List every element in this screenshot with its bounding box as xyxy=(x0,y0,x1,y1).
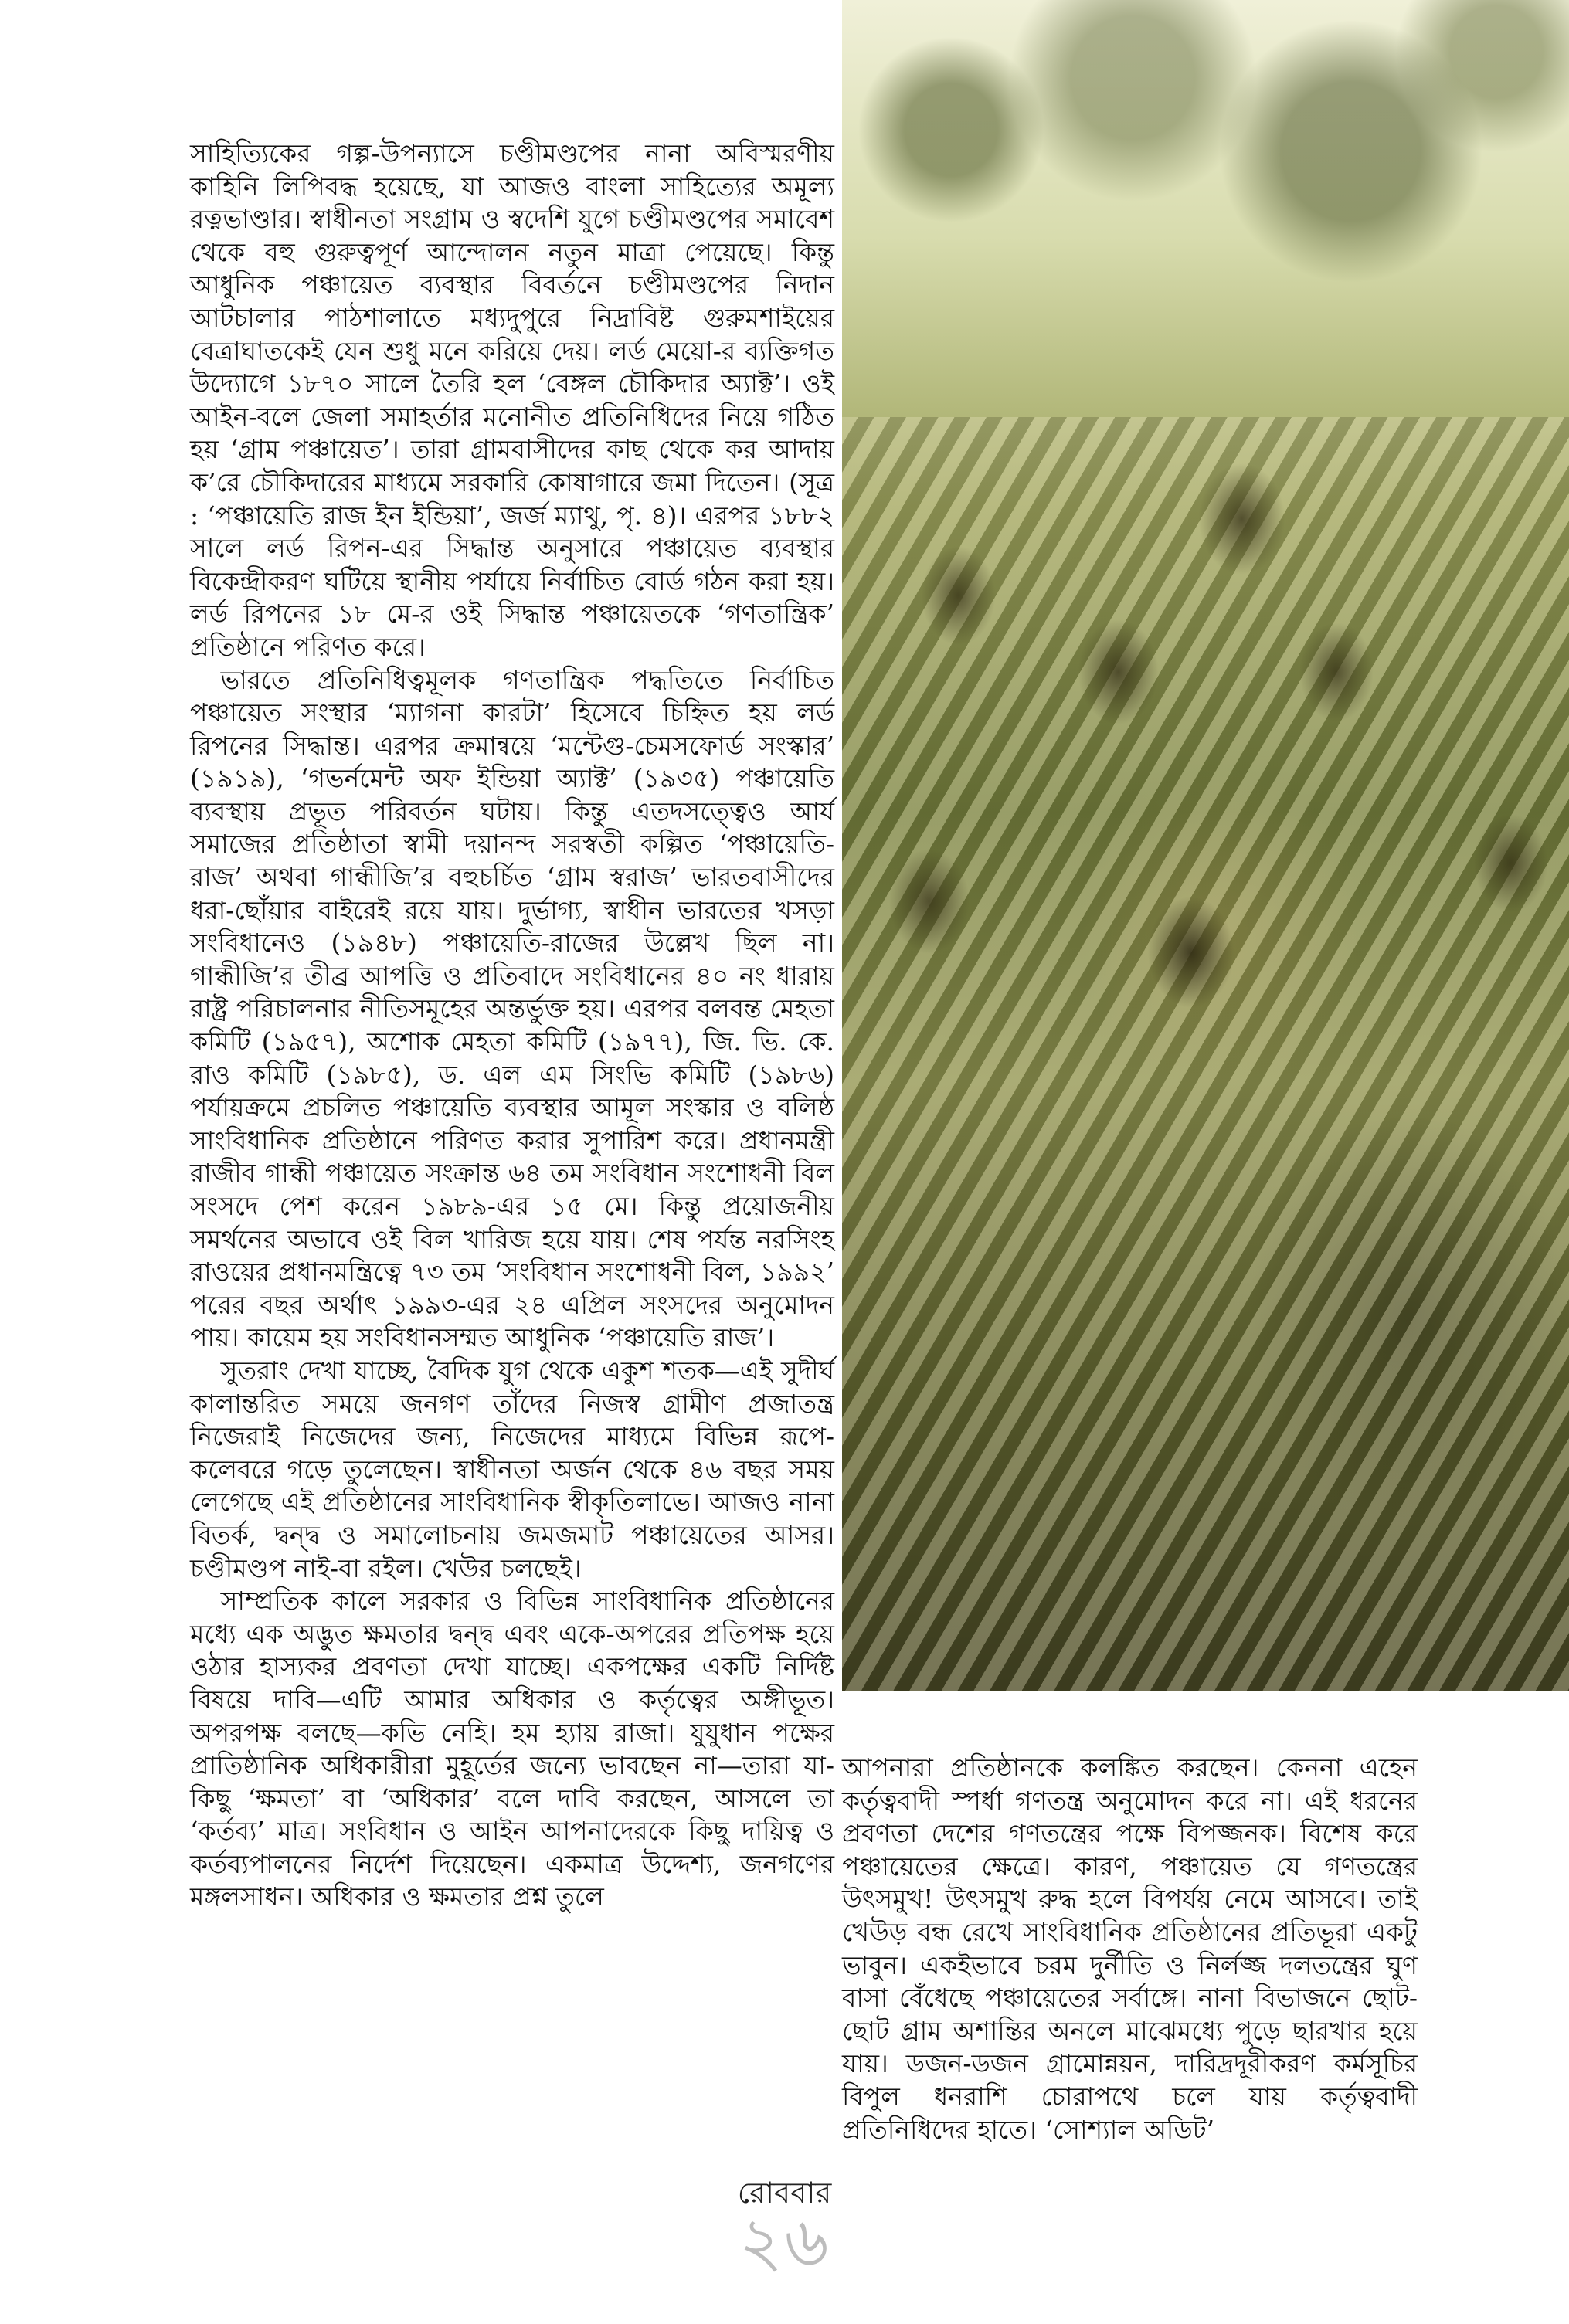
article-paragraph: সাহিত্যিকের গল্প-উপন্যাসে চণ্ডীমণ্ডপের নানা অবিস্মরণীয় কাহিনি লিপিবদ্ধ হয়েছে, যা আজও বাংলা সাহিত্যের অমূল্য রত্নভাণ্ডার। স্বাধীনতা সংগ্রাম ও স্বদেশি যুগে চণ্ডীমণ্ডপের সমাবেশ থেকে বহু গুরুত্বপূর্ণ আন্দোলন নতুন মাত্রা পেয়েছে। কিন্তু আধুনিক পঞ্চায়েত ব্যবস্থার বিবর্তনে চণ্ডীমণ্ডপের নিদান আটচালার পাঠশালাতে মধ্যদুপুরে নিদ্রাবিষ্ট গুরুমশাইয়ের বেত্রাঘাতকেই যেন শুধু মনে করিয়ে দেয়। লর্ড মেয়ো-র ব্যক্তিগত উদ্যোগে ১৮৭০ সালে তৈরি হল ‘বেঙ্গল চৌকিদার অ্যাক্ট’। ওই আইন-বলে জেলা সমাহর্তার মনোনীত প্রতিনিধিদের নিয়ে গঠিত হয় ‘গ্রাম পঞ্চায়েত’। তারা গ্রামবাসীদের কাছ থেকে কর আদায় ক’রে চৌকিদারের মাধ্যমে সরকারি কোষাগারে জমা দিতেন। (সূত্র : ‘পঞ্চায়েতি রাজ ইন ইন্ডিয়া’, জর্জ ম্যাথু, পৃ. ৪)। এরপর ১৮৮২ সালে লর্ড রিপন-এর সিদ্ধান্ত অনুসারে পঞ্চায়েত ব্যবস্থার বিকেন্দ্রীকরণ ঘটিয়ে স্থানীয় পর্যায়ে নির্বাচিত বোর্ড গঠন করা হয়। লর্ড রিপনের ১৮ মে-র ওই সিদ্ধান্ত পঞ্চায়েতকে ‘গণতান্ত্রিক’ প্রতিষ্ঠানে পরিণত করে। xyxy=(190,138,834,662)
page-number: ২৬ xyxy=(739,2202,830,2282)
article-paragraph: সাম্প্রতিক কালে সরকার ও বিভিন্ন সাংবিধানিক প্রতিষ্ঠানের মধ্যে এক অদ্ভুত ক্ষমতার দ্বন্দ্ব এবং একে-অপরের প্রতিপক্ষ হয়ে ওঠার হাস্যকর প্রবণতা দেখা যাচ্ছে। একপক্ষের একটি নির্দিষ্ট বিষয়ে দাবি—এটি আমার অধিকার ও কর্তৃত্বের অঙ্গীভূত। অপরপক্ষ বলছে—কভি নেহি। হম হ্যায় রাজা। যুযুধান পক্ষের প্রাতিষ্ঠানিক অধিকারীরা মুহূর্তের জন্যে ভাবছেন না—তারা যা-কিছু ‘ক্ষমতা’ বা ‘অধিকার’ বলে দাবি করছেন, আসলে তা ‘কর্তব্য’ মাত্র। সংবিধান ও আইন আপনাদেরকে কিছু দায়িত্ব ও কর্তব্যপালনের নির্দেশ দিয়েছেন। একমাত্র উদ্দেশ্য, জনগণের মঙ্গলসাধন। অধিকার ও ক্ষমতার প্রশ্ন তুলে xyxy=(190,1586,834,1912)
article-paragraph: সুতরাং দেখা যাচ্ছে, বৈদিক যুগ থেকে একুশ শতক—এই সুদীর্ঘ কালান্তরিত সময়ে জনগণ তাঁদের নিজস্ব গ্রামীণ প্রজাতন্ত্র নিজেরাই নিজেদের জন্য, নিজেদের মাধ্যমে বিভিন্ন রূপে-কলেবরে গড়ে তুলেছেন। স্বাধীনতা অর্জন থেকে ৪৬ বছর সময় লেগেছে এই প্রতিষ্ঠানের সাংবিধানিক স্বীকৃতিলাভে। আজও নানা বিতর্ক, দ্বন্দ্ব ও সমালোচনায় জমজমাট পঞ্চায়েতের আসর। চণ্ডীমণ্ডপ নাই-বা রইল। খেউর চলছেই। xyxy=(190,1355,834,1583)
article-left-column xyxy=(190,137,834,2138)
article-right-column xyxy=(842,1752,1418,2145)
village-meeting-photo xyxy=(842,0,1569,1691)
article-paragraph: আপনারা প্রতিষ্ঠানকে কলঙ্কিত করছেন। কেননা এহেন কর্তৃত্ববাদী স্পর্ধা গণতন্ত্র অনুমোদন করে না। এই ধরনের প্রবণতা দেশের গণতন্ত্রের পক্ষে বিপজ্জনক। বিশেষ করে পঞ্চায়েতের ক্ষেত্রে। কারণ, পঞ্চায়েত যে গণতন্ত্রের উৎসমুখ! উৎসমুখ রুদ্ধ হলে বিপর্যয় নেমে আসবে। তাই খেউড় বন্ধ রেখে সাংবিধানিক প্রতিষ্ঠানের প্রতিভূরা একটু ভাবুন। একইভাবে চরম দুর্নীতি ও নির্লজ্জ দলতন্ত্রের ঘুণ বাসা বেঁধেছে পঞ্চায়েতের সর্বাঙ্গে। নানা বিভাজনে ছোট-ছোট গ্রাম অশান্তির অনলে মাঝেমধ্যে পুড়ে ছারখার হয়ে যায়। ডজন-ডজন গ্রামোন্নয়ন, দারিদ্রদূরীকরণ কর্মসূচির বিপুল ধনরাশি চোরাপথে চলে যায় কর্তৃত্ববাদী প্রতিনিধিদের হাতে। ‘সোশ্যাল অডিট’ xyxy=(842,1752,1418,2145)
article-paragraph: ভারতে প্রতিনিধিত্বমূলক গণতান্ত্রিক পদ্ধতিতে নির্বাচিত পঞ্চায়েত সংস্থার ‘ম্যাগনা কারটা’ হিসেবে চিহ্নিত হয় লর্ড রিপনের সিদ্ধান্ত। এরপর ক্রমান্বয়ে ‘মন্টেগু-চেমসফোর্ড সংস্কার’ (১৯১৯), ‘গভর্নমেন্ট অফ ইন্ডিয়া অ্যাক্ট’ (১৯৩৫) পঞ্চায়েতি ব্যবস্থায় প্রভূত পরিবর্তন ঘটায়। কিন্তু এতদসত্ত্বেও আর্য সমাজের প্রতিষ্ঠাতা স্বামী দয়ানন্দ সরস্বতী কল্পিত ‘পঞ্চায়েতি-রাজ’ অথবা গান্ধীজি’র বহুচর্চিত ‘গ্রাম স্বরাজ’ ভারতবাসীদের ধরা-ছোঁয়ার বাইরেই রয়ে যায়। দুর্ভাগ্য, স্বাধীন ভারতের খসড়া সংবিধানেও (১৯৪৮) পঞ্চায়েতি-রাজের উল্লেখ ছিল না। গান্ধীজি’র তীব্র আপত্তি ও প্রতিবাদে সংবিধানের ৪০ নং ধারায় রাষ্ট্র পরিচালনার নীতিসমূহের অন্তর্ভুক্ত হয়। এরপর বলবন্ত মেহতা কমিটি (১৯৫৭), অশোক মেহতা কমিটি (১৯৭৭), জি. ভি. কে. রাও কমিটি (১৯৮৫), ড. এল এম সিংভি কমিটি (১৯৮৬) পর্যায়ক্রমে প্রচলিত পঞ্চায়েতি ব্যবস্থার আমূল সংস্কার ও বলিষ্ঠ সাংবিধানিক প্রতিষ্ঠানে পরিণত করার সুপারিশ করে। প্রধানমন্ত্রী রাজীব গান্ধী পঞ্চায়েত সংক্রান্ত ৬৪ তম সংবিধান সংশোধনী বিল সংসদে পেশ করেন ১৯৮৯-এর ১৫ মে। কিন্তু প্রয়োজনীয় সমর্থনের অভাবে ওই বিল খারিজ হয়ে যায়। শেষ পর্যন্ত নরসিংহ রাওয়ের প্রধানমন্ত্রিত্বে ৭৩ তম ‘সংবিধান সংশোধনী বিল, ১৯৯২’ পরের বছর অর্থাৎ ১৯৯৩-এর ২৪ এপ্রিল সংসদের অনুমোদন পায়। কায়েম হয় সংবিধানসম্মত আধুনিক ‘পঞ্চায়েতি রাজ’। xyxy=(190,664,834,1353)
photo-foliage xyxy=(842,0,1569,433)
photo-seated-crowd xyxy=(842,417,1569,1691)
magazine-name: রোববার xyxy=(737,2176,832,2210)
